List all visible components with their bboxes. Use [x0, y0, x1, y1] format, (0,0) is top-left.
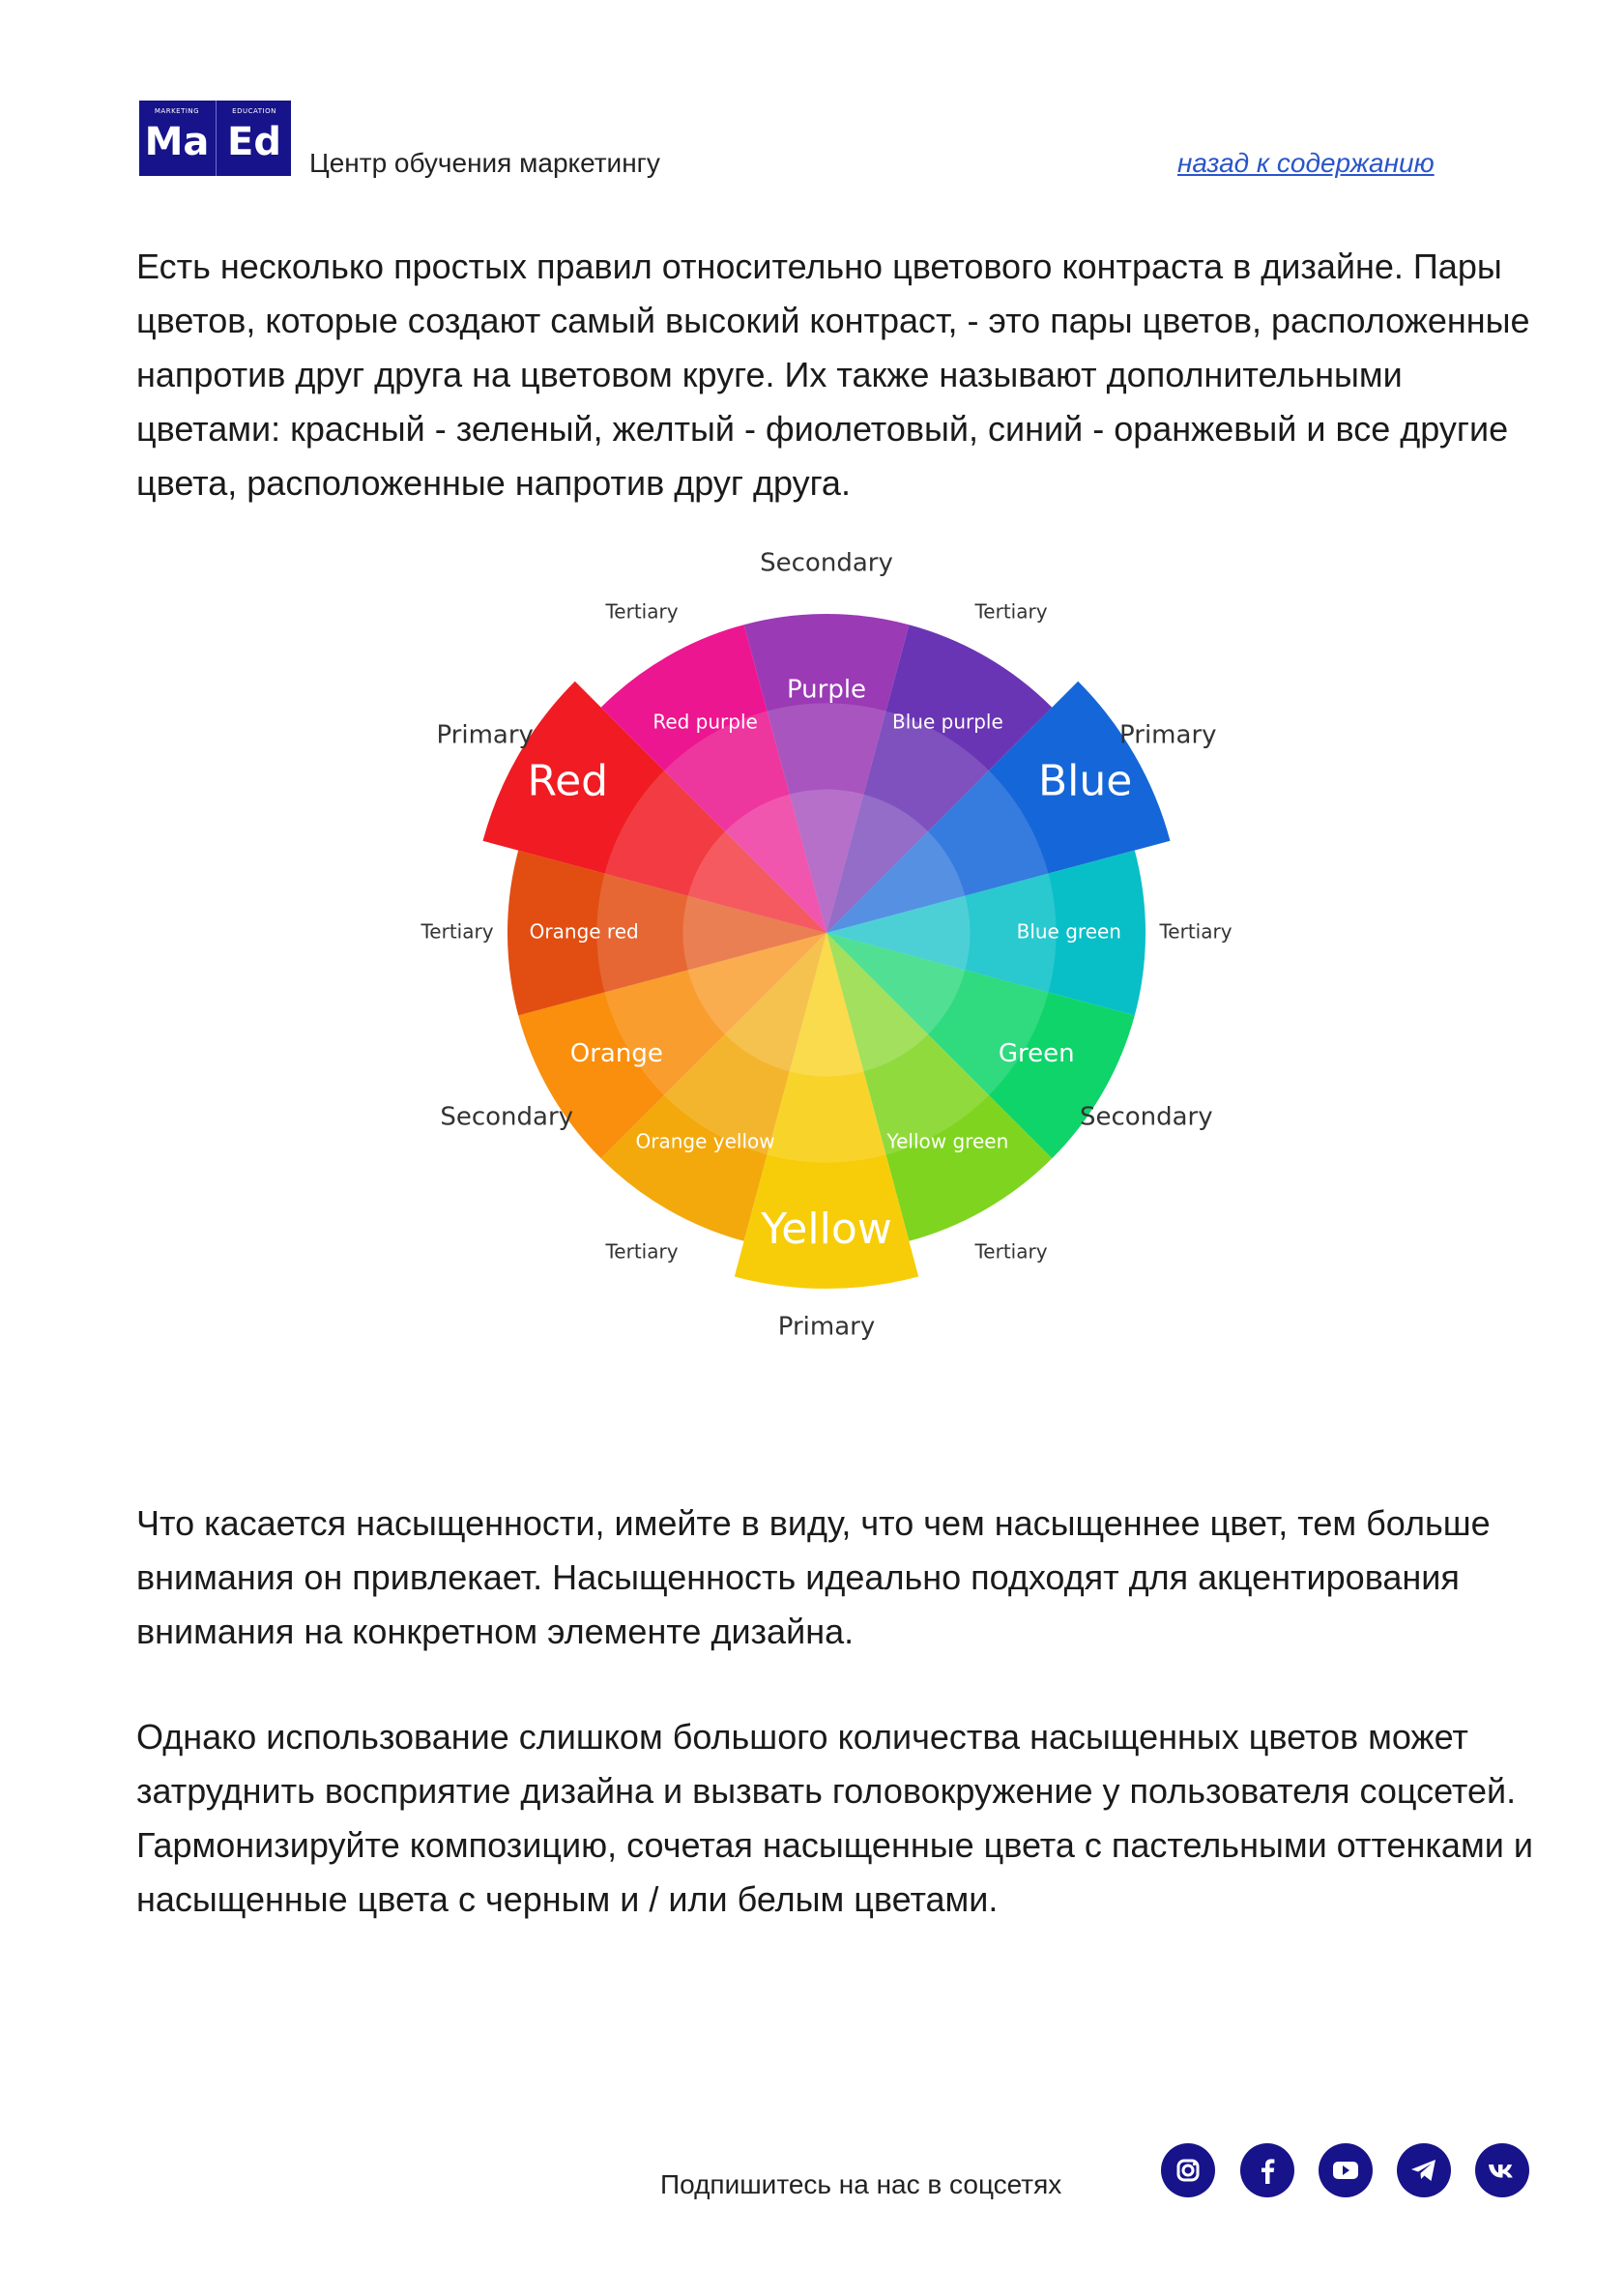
wheel-type-blue-purple: Tertiary — [974, 599, 1048, 624]
wheel-label-blue-purple: Blue purple — [892, 710, 1003, 734]
logo-ed-text: Ed — [227, 120, 281, 164]
wheel-type-orange-yellow: Tertiary — [605, 1239, 679, 1264]
wheel-label-green: Green — [998, 1038, 1075, 1068]
logo-ed-cell — [216, 101, 292, 176]
wheel-label-orange: Orange — [569, 1038, 663, 1068]
wheel-label-blue-green: Blue green — [1016, 919, 1121, 944]
wheel-label-purple: Purple — [786, 675, 867, 705]
wheel-type-red-purple: Tertiary — [605, 599, 679, 624]
subscribe-text: Подпишитесь на нас в соцсетях — [660, 2169, 1062, 2199]
wheel-label-yellow: Yellow — [761, 1205, 892, 1255]
wheel-type-blue-green: Tertiary — [1159, 919, 1232, 944]
youtube-icon[interactable] — [1319, 2143, 1373, 2197]
wheel-type-orange: Secondary — [440, 1102, 574, 1132]
logo-marketing-text: MARKETING — [154, 107, 200, 115]
wheel-label-yellow-green: Yellow green — [886, 1129, 1009, 1153]
org-name: Центр обучения маркетингу — [309, 148, 660, 178]
vk-icon[interactable] — [1475, 2143, 1529, 2197]
telegram-icon[interactable] — [1397, 2143, 1451, 2197]
wheel-type-orange-red: Tertiary — [420, 919, 494, 944]
wheel-type-red: Primary — [436, 720, 534, 750]
paragraph-saturation: Что касается насыщенности, имейте в виду, что чем насыщеннее цвет, тем больше внимания он привлекает. Насыщенность идеально подходят для акцентирования внимания на конкретном элементе дизайна. — [136, 1503, 1491, 1651]
logo-ma-cell — [139, 101, 215, 176]
wheel-label-blue: Blue — [1038, 756, 1133, 806]
wheel-type-yellow: Primary — [777, 1312, 876, 1342]
wheel-type-purple: Secondary — [760, 548, 893, 578]
back-to-contents-link[interactable]: назад к содержанию — [1177, 148, 1435, 178]
facebook-icon[interactable] — [1240, 2143, 1294, 2197]
paragraph-harmony: Однако использование слишком большого количества насыщенных цветов может затруднить восприятие дизайна и вызвать головокружение у пользователя соцсетей. Гармонизируйте композицию, сочетая насыщенные цвета с пастельными оттенками и насыщенные цвета с черным и / или белым цветами. — [136, 1717, 1533, 1919]
wheel-type-green: Secondary — [1079, 1102, 1213, 1132]
wheel-label-orange-yellow: Orange yellow — [635, 1129, 775, 1153]
wheel-type-yellow-green: Tertiary — [974, 1239, 1048, 1264]
paragraph-contrast: Есть несколько простых правил относительно цветового контраста в дизайне. Пары цветов, которые создают самый высокий контраст, - это пары цветов, расположенные напротив друг друга на цветовом круге. Их также называют дополнительными цветами: красный - зеленый, желтый - фиолетовый, синий - оранжевый и все другие цвета, расположенные напротив друг друга. — [136, 247, 1530, 503]
logo — [139, 101, 291, 176]
instagram-icon[interactable] — [1161, 2143, 1215, 2197]
wheel-type-blue: Primary — [1119, 720, 1217, 750]
color-wheel-diagram — [387, 541, 1276, 1353]
wheel-label-orange-red: Orange red — [529, 919, 639, 944]
wheel-label-red-purple: Red purple — [652, 710, 758, 734]
wheel-label-red: Red — [527, 756, 609, 806]
logo-ma-text: Ma — [144, 120, 210, 164]
logo-education-text: EDUCATION — [232, 107, 276, 115]
